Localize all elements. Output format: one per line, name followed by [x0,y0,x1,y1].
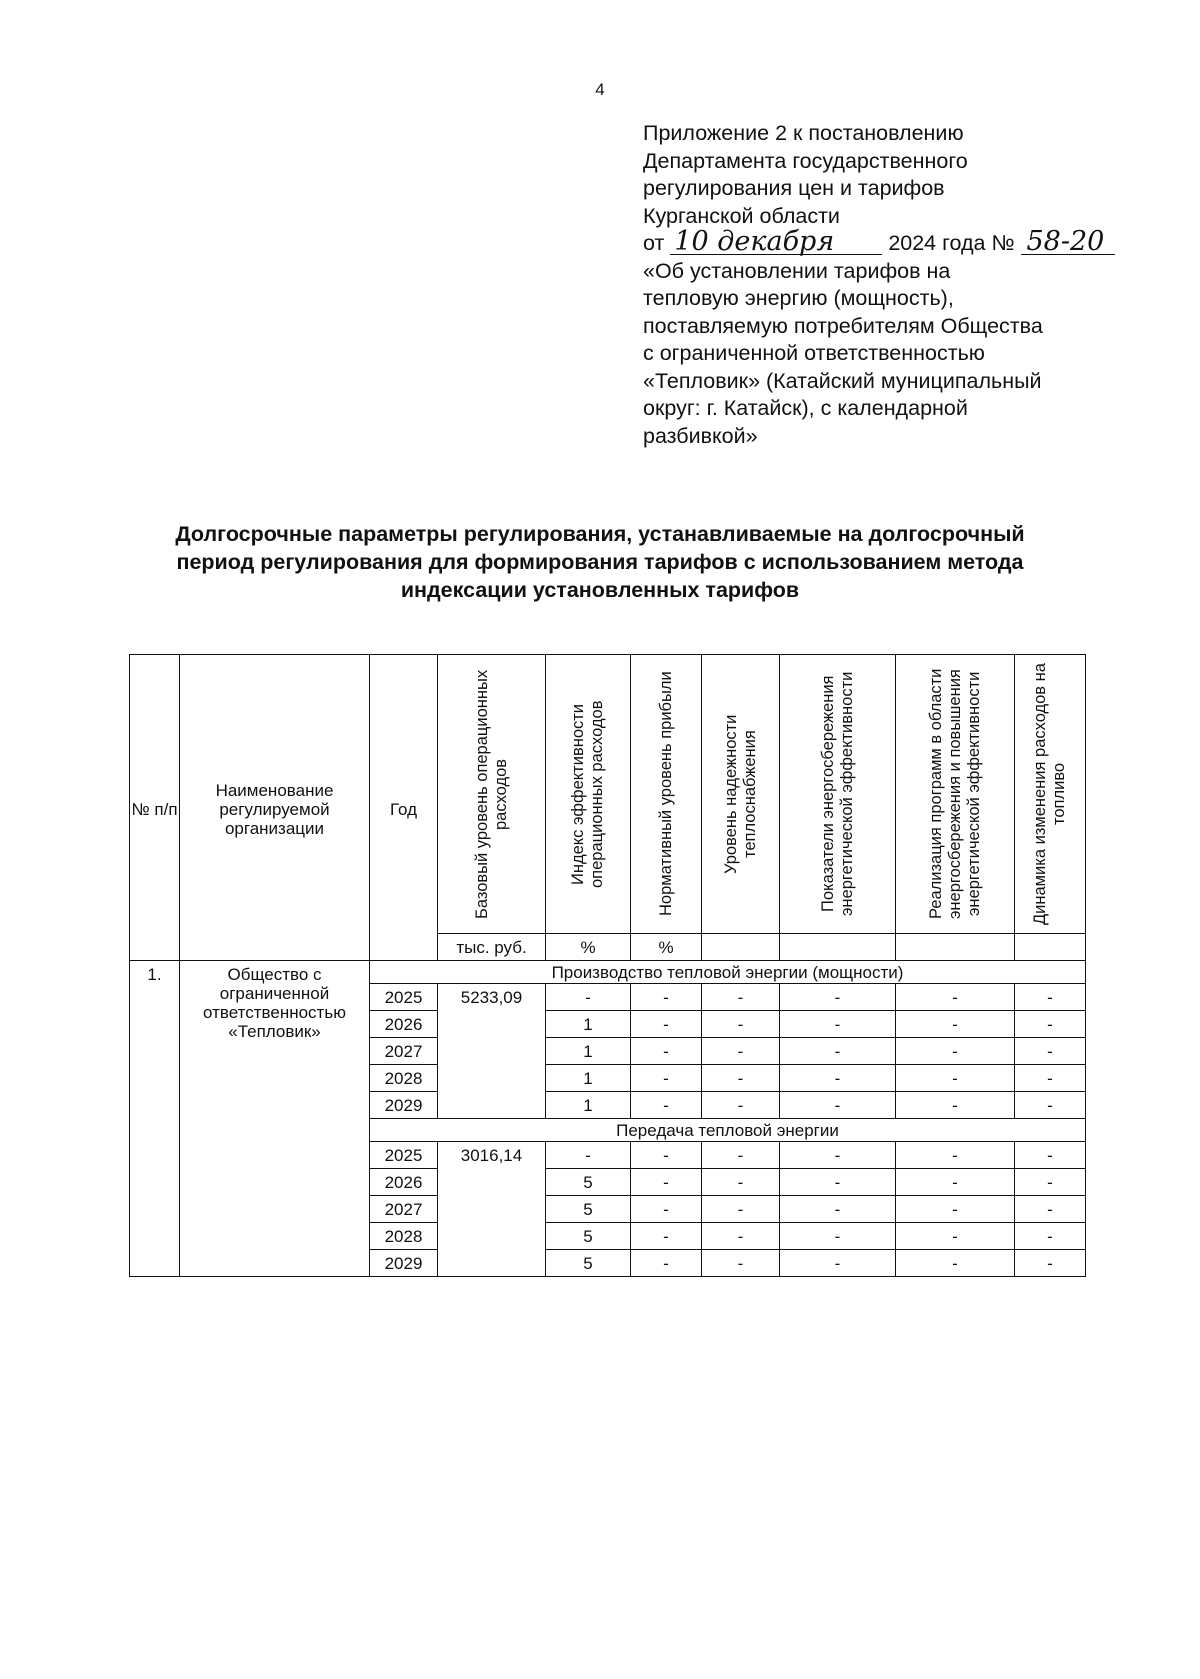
annex-line: поставляемую потребителям Общества [643,313,1043,338]
profit-cell: - [631,1011,702,1038]
fuel-cell: - [1015,1092,1086,1119]
fuel-cell: - [1015,984,1086,1011]
programs-cell: - [896,1223,1015,1250]
unit-empty [702,934,780,961]
index-cell: 5 [546,1169,631,1196]
section-row [130,961,1086,984]
index-cell: 5 [546,1223,631,1250]
index-cell: 1 [546,1011,631,1038]
programs-cell: - [896,1065,1015,1092]
fuel-cell: - [1015,1196,1086,1223]
header-reliability [702,655,780,934]
reliability-cell: - [702,1011,780,1038]
programs-cell: - [896,1196,1015,1223]
index-cell: - [546,1142,631,1169]
energy-cell: - [780,1011,896,1038]
fuel-cell: - [1015,1223,1086,1250]
reliability-cell: - [702,1250,780,1277]
reliability-cell: - [702,1092,780,1119]
index-cell: 1 [546,1092,631,1119]
year-cell: 2028 [370,1065,438,1092]
unit-empty [896,934,1015,961]
reliability-cell: - [702,1196,780,1223]
index-cell: 1 [546,1038,631,1065]
year-cell: 2025 [370,1142,438,1169]
year-label: 2024 года № [888,231,1015,255]
handwritten-number: 58-20 [1021,230,1115,255]
fuel-cell: - [1015,1250,1086,1277]
title-line: период регулирования для формирования тарифов с использованием метода [176,550,1024,574]
parameters-table [129,654,1086,1277]
profit-cell: - [631,1092,702,1119]
annex-line: Курганской области [643,203,840,228]
reliability-cell: - [702,1169,780,1196]
title-line: индексации установленных тарифов [400,578,800,602]
title-line: Долгосрочные параметры регулирования, устанавливаемые на долгосрочный [175,522,1025,546]
index-cell: 5 [546,1250,631,1277]
programs-cell: - [896,1011,1015,1038]
profit-cell: - [631,1223,702,1250]
profit-cell: - [631,1065,702,1092]
header-fuel-dynamics-text: Динамика изменения расходов на топливо [1031,663,1068,925]
section-title: Производство тепловой энергии (мощности) [370,961,1086,984]
energy-cell: - [780,984,896,1011]
fuel-cell: - [1015,1011,1086,1038]
header-programs-text: Реализация программ в области энергосбережения и повышения энергетической эффективности [926,668,983,920]
year-cell: 2028 [370,1223,438,1250]
index-cell: 5 [546,1196,631,1223]
section-title: Передача тепловой энергии [370,1119,1086,1142]
year-cell: 2025 [370,984,438,1011]
profit-cell: - [631,1038,702,1065]
header-programs [896,655,1015,934]
year-cell: 2029 [370,1250,438,1277]
year-cell: 2027 [370,1196,438,1223]
programs-cell: - [896,1169,1015,1196]
header-number: № п/п [130,655,180,961]
unit-empty [780,934,896,961]
energy-cell: - [780,1092,896,1119]
header-reliability-text: Уровень надежности теплоснабжения [721,714,759,874]
header-energy-indicators [780,655,896,934]
profit-cell: - [631,1250,702,1277]
energy-cell: - [780,1223,896,1250]
index-cell: 1 [546,1065,631,1092]
unit-empty [1015,934,1086,961]
energy-cell: - [780,1038,896,1065]
annex-line: «Об установлении тарифов на [643,258,951,283]
header-profit-level-text: Нормативный уровень прибыли [656,671,675,917]
fuel-cell: - [1015,1065,1086,1092]
handwritten-date: 10 декабря [670,230,882,255]
unit-profit: % [631,934,702,961]
reliability-cell: - [702,1065,780,1092]
base-opex-value: 5233,09 [438,984,546,1119]
unit-index: % [546,934,631,961]
annex-line: «Тепловик» (Катайский муниципальный [643,368,1042,393]
year-cell: 2026 [370,1011,438,1038]
from-label: от [643,231,665,255]
annex-line: Департамента государственного [643,148,968,173]
reliability-cell: - [702,1142,780,1169]
year-cell: 2029 [370,1092,438,1119]
header-efficiency-index-text: Индекс эффективности операционных расходов [569,700,606,888]
row-number: 1. [130,961,180,1277]
energy-cell: - [780,1250,896,1277]
unit-base: тыс. руб. [438,934,546,961]
energy-cell: - [780,1196,896,1223]
programs-cell: - [896,1038,1015,1065]
reliability-cell: - [702,984,780,1011]
index-cell: - [546,984,631,1011]
programs-cell: - [896,984,1015,1011]
header-profit-level [631,655,702,934]
header-organization: Наименование регулируемой организации [180,655,370,961]
annex-line: с ограниченной ответственностью [643,341,985,365]
annex-date-line [643,226,1143,258]
profit-cell: - [631,984,702,1011]
fuel-cell: - [1015,1142,1086,1169]
document-title [120,520,1080,604]
energy-cell: - [780,1169,896,1196]
profit-cell: - [631,1196,702,1223]
annex-line: Приложение 2 к постановлению [643,121,964,145]
page-number: 4 [595,80,605,99]
organization-name: Общество с ограниченной ответственностью «Тепловик» [180,961,370,1277]
header-year: Год [370,655,438,961]
year-cell: 2027 [370,1038,438,1065]
header-fuel-dynamics [1015,655,1086,934]
header-efficiency-index [546,655,631,934]
profit-cell: - [631,1169,702,1196]
profit-cell: - [631,1142,702,1169]
reliability-cell: - [702,1223,780,1250]
annex-line: разбивкой» [643,423,758,448]
fuel-cell: - [1015,1038,1086,1065]
annex-line: регулирования цен и тарифов [643,176,945,200]
reliability-cell: - [702,1038,780,1065]
annex-block [643,120,1143,450]
header-energy-indicators-text: Показатели энергосбережения энергетической эффективности [818,671,856,917]
programs-cell: - [896,1142,1015,1169]
annex-line: тепловую энергию (мощность), [643,286,954,310]
header-base-opex [438,655,546,934]
annex-line: округ: г. Катайск), с календарной [643,396,968,420]
energy-cell: - [780,1142,896,1169]
fuel-cell: - [1015,1169,1086,1196]
base-opex-value: 3016,14 [438,1142,546,1277]
programs-cell: - [896,1092,1015,1119]
year-cell: 2026 [370,1169,438,1196]
programs-cell: - [896,1250,1015,1277]
header-base-opex-text: Базовый уровень операционных расходов [472,669,510,919]
energy-cell: - [780,1065,896,1092]
